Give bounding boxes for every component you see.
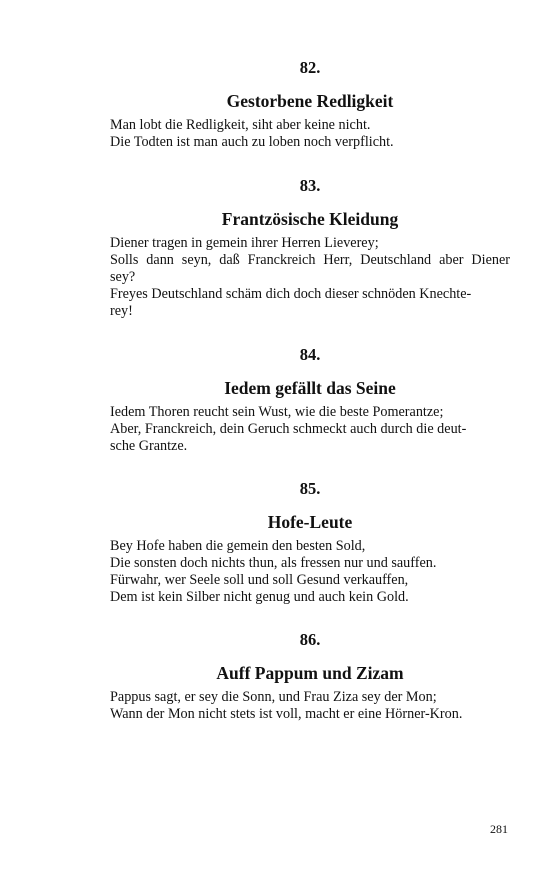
poem-85: [110, 479, 510, 606]
poem-body: [110, 235, 510, 320]
poem-line: Die Todten ist man auch zu loben noch verpflicht.: [110, 134, 394, 150]
poem-line: Pappus sagt, er sey die Sonn, und Frau Ziza sey der Mon;: [110, 689, 437, 705]
poem-82: [110, 58, 510, 151]
poem-body: [110, 404, 510, 455]
poem-83: [110, 176, 510, 320]
poem-line: Solls dann seyn, daß Franckreich Herr, Deutschland aber Diener: [110, 252, 510, 268]
poem-title: Auff Pappum und Zizam: [216, 663, 404, 683]
poem-84: [110, 345, 510, 455]
poem-line: Fürwahr, wer Seele soll und soll Gesund verkauffen,: [110, 572, 409, 588]
poem-title: Gestorbene Redligkeit: [226, 91, 394, 111]
poem-86: [110, 630, 510, 723]
poem-title: Frantzösische Kleidung: [221, 209, 399, 229]
poem-number: 82.: [299, 58, 321, 77]
poem-line: sey?: [110, 269, 136, 285]
poem-line: sche Grantze.: [110, 438, 188, 454]
poem-number: 84.: [299, 345, 321, 364]
page-number: 281: [490, 822, 508, 836]
poem-number: 86.: [299, 630, 321, 649]
poem-line: Freyes Deutschland schäm dich doch dieser schnöden Knechte-: [110, 286, 472, 302]
poem-title: Iedem gefällt das Seine: [224, 378, 396, 398]
poem-line: Diener tragen in gemein ihrer Herren Lieverey;: [110, 235, 379, 251]
poem-number: 83.: [299, 176, 321, 195]
poem-title: Hofe-Leute: [267, 512, 353, 532]
poem-body: [110, 538, 510, 606]
poem-number: 85.: [299, 479, 321, 498]
poem-line: Wann der Mon nicht stets ist voll, macht er eine Hörner-Kron.: [110, 706, 463, 722]
poem-line: Man lobt die Redligkeit, siht aber keine nicht.: [110, 117, 371, 133]
poem-body: [110, 117, 510, 151]
poem-line: Dem ist kein Silber nicht genug und auch kein Gold.: [110, 589, 409, 605]
poem-line: Aber, Franckreich, dein Geruch schmeckt auch durch die deut-: [110, 421, 467, 437]
poem-line: Iedem Thoren reucht sein Wust, wie die beste Pomerantze;: [110, 404, 444, 420]
poem-line: Bey Hofe haben die gemein den besten Sold,: [110, 538, 366, 554]
poem-line: rey!: [110, 303, 133, 319]
poem-line: Die sonsten doch nichts thun, als fressen nur und sauffen.: [110, 555, 437, 571]
poem-body: [110, 689, 510, 723]
